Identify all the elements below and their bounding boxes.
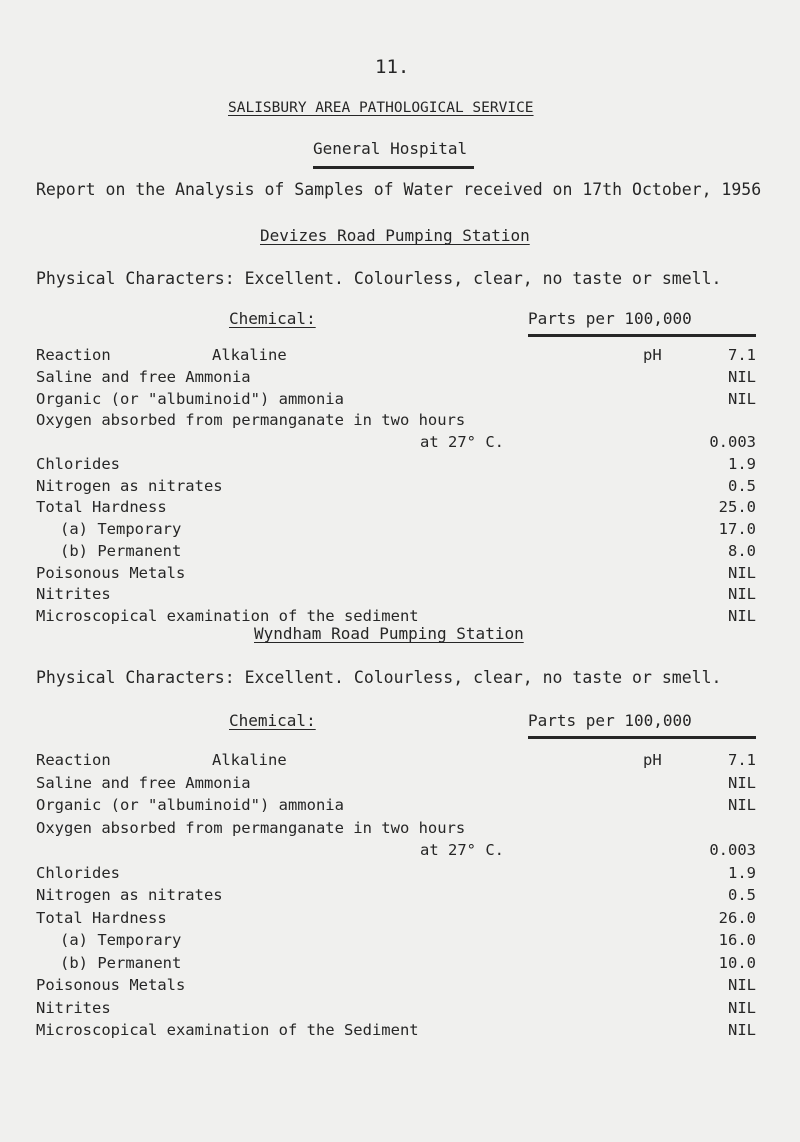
row-value: 0.5 [728, 476, 756, 495]
row-value: NIL [728, 998, 756, 1017]
row-label: Organic (or "albuminoid") ammonia [36, 389, 344, 408]
row-value: NIL [728, 585, 756, 604]
table-row [36, 498, 756, 520]
table-row [36, 564, 756, 586]
units-label: Parts per 100,000 [528, 309, 692, 328]
row-label: Chlorides [36, 863, 120, 882]
row-result: Alkaline [212, 346, 287, 364]
row-label: Total Hardness [36, 908, 167, 927]
table-row [36, 390, 756, 412]
table-row [36, 455, 756, 477]
row-label: Organic (or "albuminoid") ammonia [36, 796, 344, 814]
row-value: 7.1 [728, 346, 756, 364]
row-label: at 27° C. [420, 841, 504, 859]
row-result: Alkaline [212, 751, 287, 769]
row-label: (a) Temporary [60, 931, 182, 949]
row-label: Poisonous Metals [36, 976, 186, 994]
row-label: Reaction [36, 346, 111, 364]
row-value: NIL [728, 976, 756, 994]
table-row [36, 909, 756, 931]
units-underline [528, 334, 756, 337]
physical-characters: Physical Characters: Excellent. Colourless, clear, no taste or smell. [36, 668, 722, 687]
row-value: NIL [728, 563, 756, 582]
station-heading: Devizes Road Pumping Station [260, 226, 530, 245]
physical-characters: Physical Characters: Excellent. Colourless, clear, no taste or smell. [36, 269, 722, 288]
row-value: 26.0 [718, 908, 756, 927]
table-row [36, 1021, 756, 1043]
row-label: Saline and free Ammonia [36, 367, 251, 386]
units-label: Parts per 100,000 [528, 711, 692, 730]
table-row [36, 346, 756, 368]
row-label: (a) Temporary [60, 520, 182, 538]
row-value: NIL [728, 773, 756, 792]
units-underline [528, 736, 756, 739]
row-value: NIL [728, 1021, 756, 1039]
chemical-label: Chemical: [229, 711, 316, 730]
row-label: Saline and free Ammonia [36, 773, 251, 792]
table-row [36, 585, 756, 607]
row-label: Chlorides [36, 454, 120, 473]
table-row [36, 841, 756, 863]
row-label: Microscopical examination of the sediment [36, 607, 419, 625]
row-value: 7.1 [728, 751, 756, 769]
page-number: 11. [375, 56, 410, 78]
table-row [36, 411, 756, 433]
table-row [36, 886, 756, 908]
row-label: Oxygen absorbed from permanganate in two hours [36, 818, 466, 837]
table-row [36, 774, 756, 796]
row-label: (b) Permanent [60, 541, 182, 560]
table-row [36, 954, 756, 976]
station-heading: Wyndham Road Pumping Station [254, 624, 524, 643]
row-value: 16.0 [718, 931, 756, 949]
table-row [36, 368, 756, 390]
row-value: 25.0 [718, 498, 756, 517]
table-row [36, 931, 756, 953]
table-row [36, 864, 756, 886]
row-value: NIL [728, 796, 756, 814]
row-value: 0.003 [709, 433, 756, 451]
subtitle-underline [313, 166, 474, 169]
row-label: at 27° C. [420, 433, 504, 451]
report-description: Report on the Analysis of Samples of Water received on 17th October, 1956 [36, 180, 762, 199]
row-value: NIL [728, 367, 756, 386]
row-value: 17.0 [718, 520, 756, 538]
row-label: Total Hardness [36, 498, 167, 517]
row-label: Microscopical examination of the Sediment [36, 1021, 419, 1039]
table-row [36, 477, 756, 499]
row-label: Oxygen absorbed from permanganate in two hours [36, 411, 466, 430]
row-label: Nitrites [36, 998, 111, 1017]
table-row [36, 542, 756, 564]
row-label: (b) Permanent [60, 953, 182, 972]
report-subtitle: General Hospital [313, 139, 468, 158]
row-value: 1.9 [728, 863, 756, 882]
row-label: Nitrites [36, 585, 111, 604]
table-row [36, 976, 756, 998]
row-value: 10.0 [718, 953, 756, 972]
row-value: 0.5 [728, 886, 756, 904]
row-unit-prefix: pH [643, 751, 662, 769]
row-value: NIL [728, 389, 756, 408]
table-row [36, 819, 756, 841]
row-value: 0.003 [709, 841, 756, 859]
row-value: 1.9 [728, 454, 756, 473]
row-label: Poisonous Metals [36, 563, 186, 582]
row-label: Reaction [36, 751, 111, 769]
row-value: 8.0 [728, 541, 756, 560]
table-row [36, 751, 756, 773]
table-row [36, 999, 756, 1021]
row-label: Nitrogen as nitrates [36, 886, 223, 904]
table-row [36, 796, 756, 818]
table-row [36, 433, 756, 455]
report-title: SALISBURY AREA PATHOLOGICAL SERVICE [228, 100, 534, 116]
row-value: NIL [728, 607, 756, 625]
table-row [36, 520, 756, 542]
row-label: Nitrogen as nitrates [36, 476, 223, 495]
chemical-label: Chemical: [229, 309, 316, 328]
row-unit-prefix: pH [643, 346, 662, 364]
